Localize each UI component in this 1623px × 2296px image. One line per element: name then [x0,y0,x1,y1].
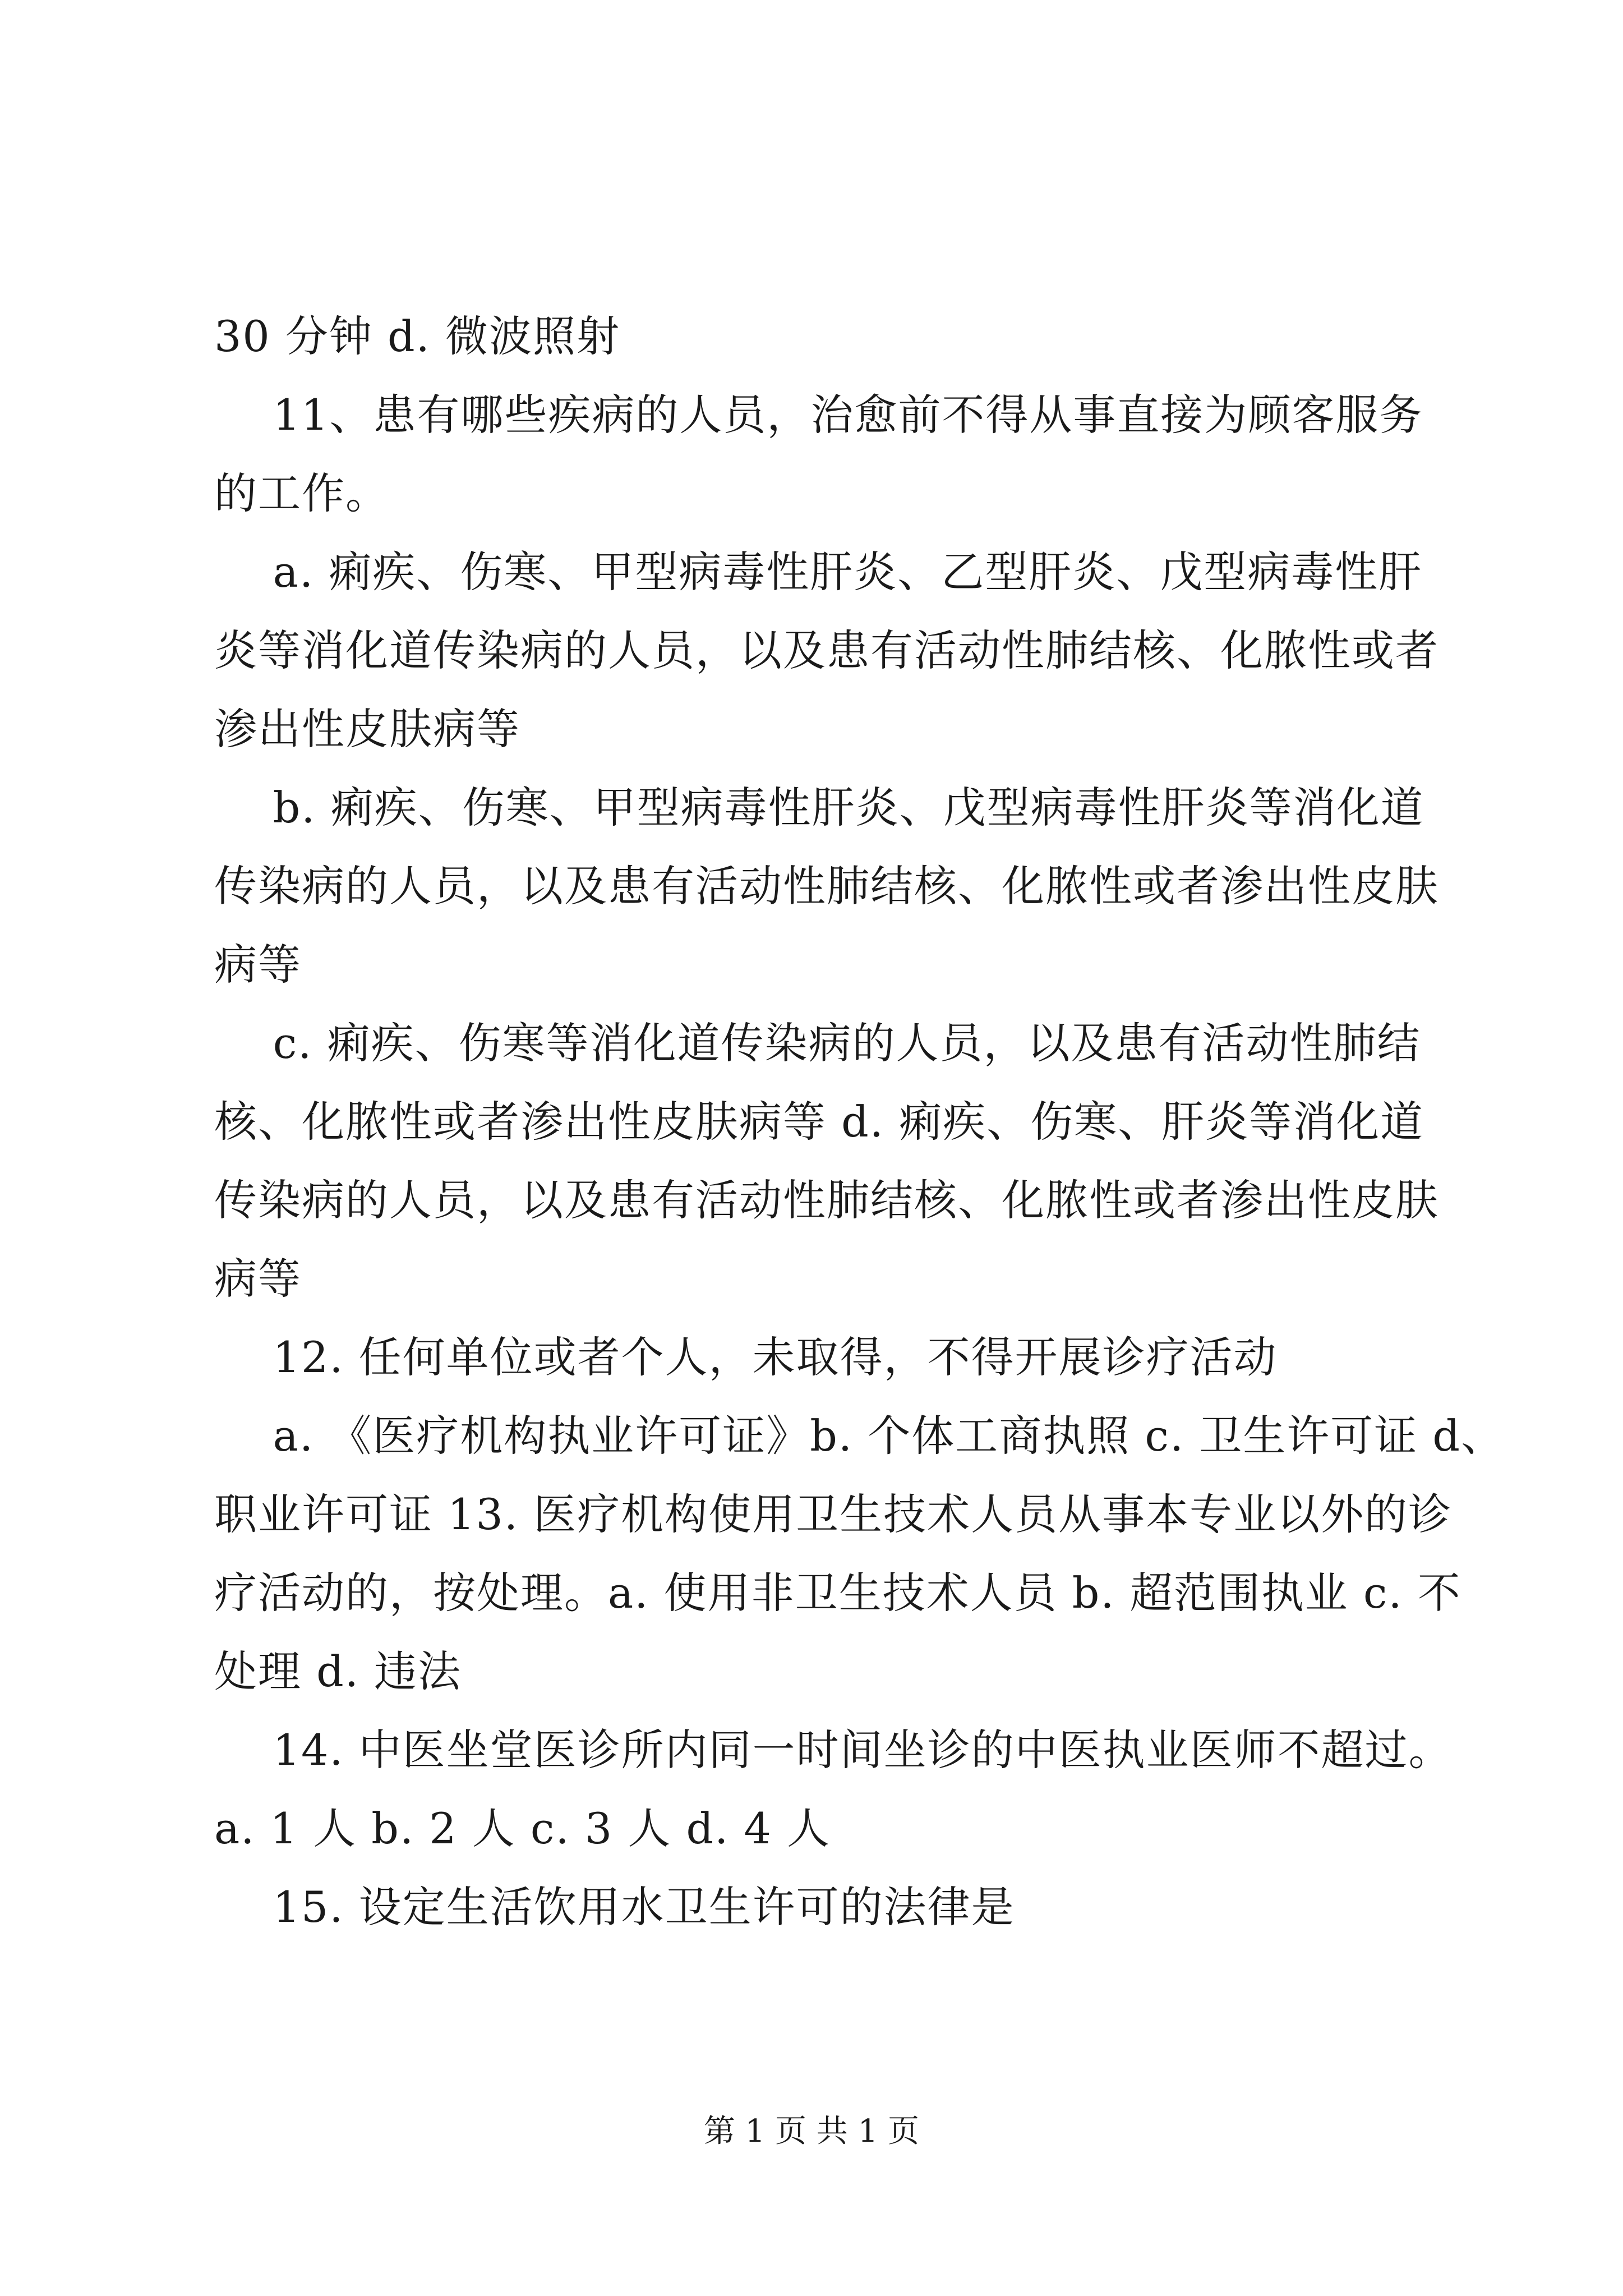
text-line: 传染病的人员，以及患有活动性肺结核、化脓性或者渗出性皮肤 [214,1175,1439,1225]
text-line: 11、患有哪些疾病的人员，治愈前不得从事直接为顾客服务 [214,390,1423,440]
text-line: c. 痢疾、伤寒等消化道传染病的人员，以及患有活动性肺结 [214,1018,1421,1068]
text-line: 核、化脓性或者渗出性皮肤病等 d. 痢疾、伤寒、肝炎等消化道 [214,1097,1424,1147]
text-line: 14. 中医坐堂医诊所内同一时间坐诊的中医执业医师不超过。 [214,1725,1453,1775]
text-line: 病等 [214,940,302,990]
text-line: 30 分钟 d. 微波照射 [214,311,620,361]
text-line: b. 痢疾、伤寒、甲型病毒性肝炎、戊型病毒性肝炎等消化道 [214,783,1424,832]
text-line: 疗活动的，按处理。a. 使用非卫生技术人员 b. 超范围执业 c. 不 [214,1568,1461,1618]
text-line: 传染病的人员，以及患有活动性肺结核、化脓性或者渗出性皮肤 [214,861,1439,911]
text-line: 处理 d. 违法 [214,1646,462,1696]
text-line: 病等 [214,1254,302,1304]
page-footer: 第 1 页 共 1 页 [703,2113,920,2150]
text-line: 职业许可证 13. 医疗机构使用卫生技术人员从事本专业以外的诊 [214,1489,1453,1539]
text-line: 15. 设定生活饮用水卫生许可的法律是 [214,1882,1015,1932]
text-line: 12. 任何单位或者个人，未取得，不得开展诊疗活动 [214,1332,1278,1382]
text-line: 炎等消化道传染病的人员，以及患有活动性肺结核、化脓性或者 [214,625,1439,675]
text-line: 渗出性皮肤病等 [214,704,520,754]
text-line: 的工作。 [214,468,389,518]
text-line: a. 《医疗机构执业许可证》b. 个体工商执照 c. 卫生许可证 d、 [214,1411,1505,1461]
text-line: a. 1 人 b. 2 人 c. 3 人 d. 4 人 [214,1803,831,1853]
text-line: a. 痢疾、伤寒、甲型病毒性肝炎、乙型肝炎、戊型病毒性肝 [214,547,1423,597]
document-body [214,297,1505,1947]
